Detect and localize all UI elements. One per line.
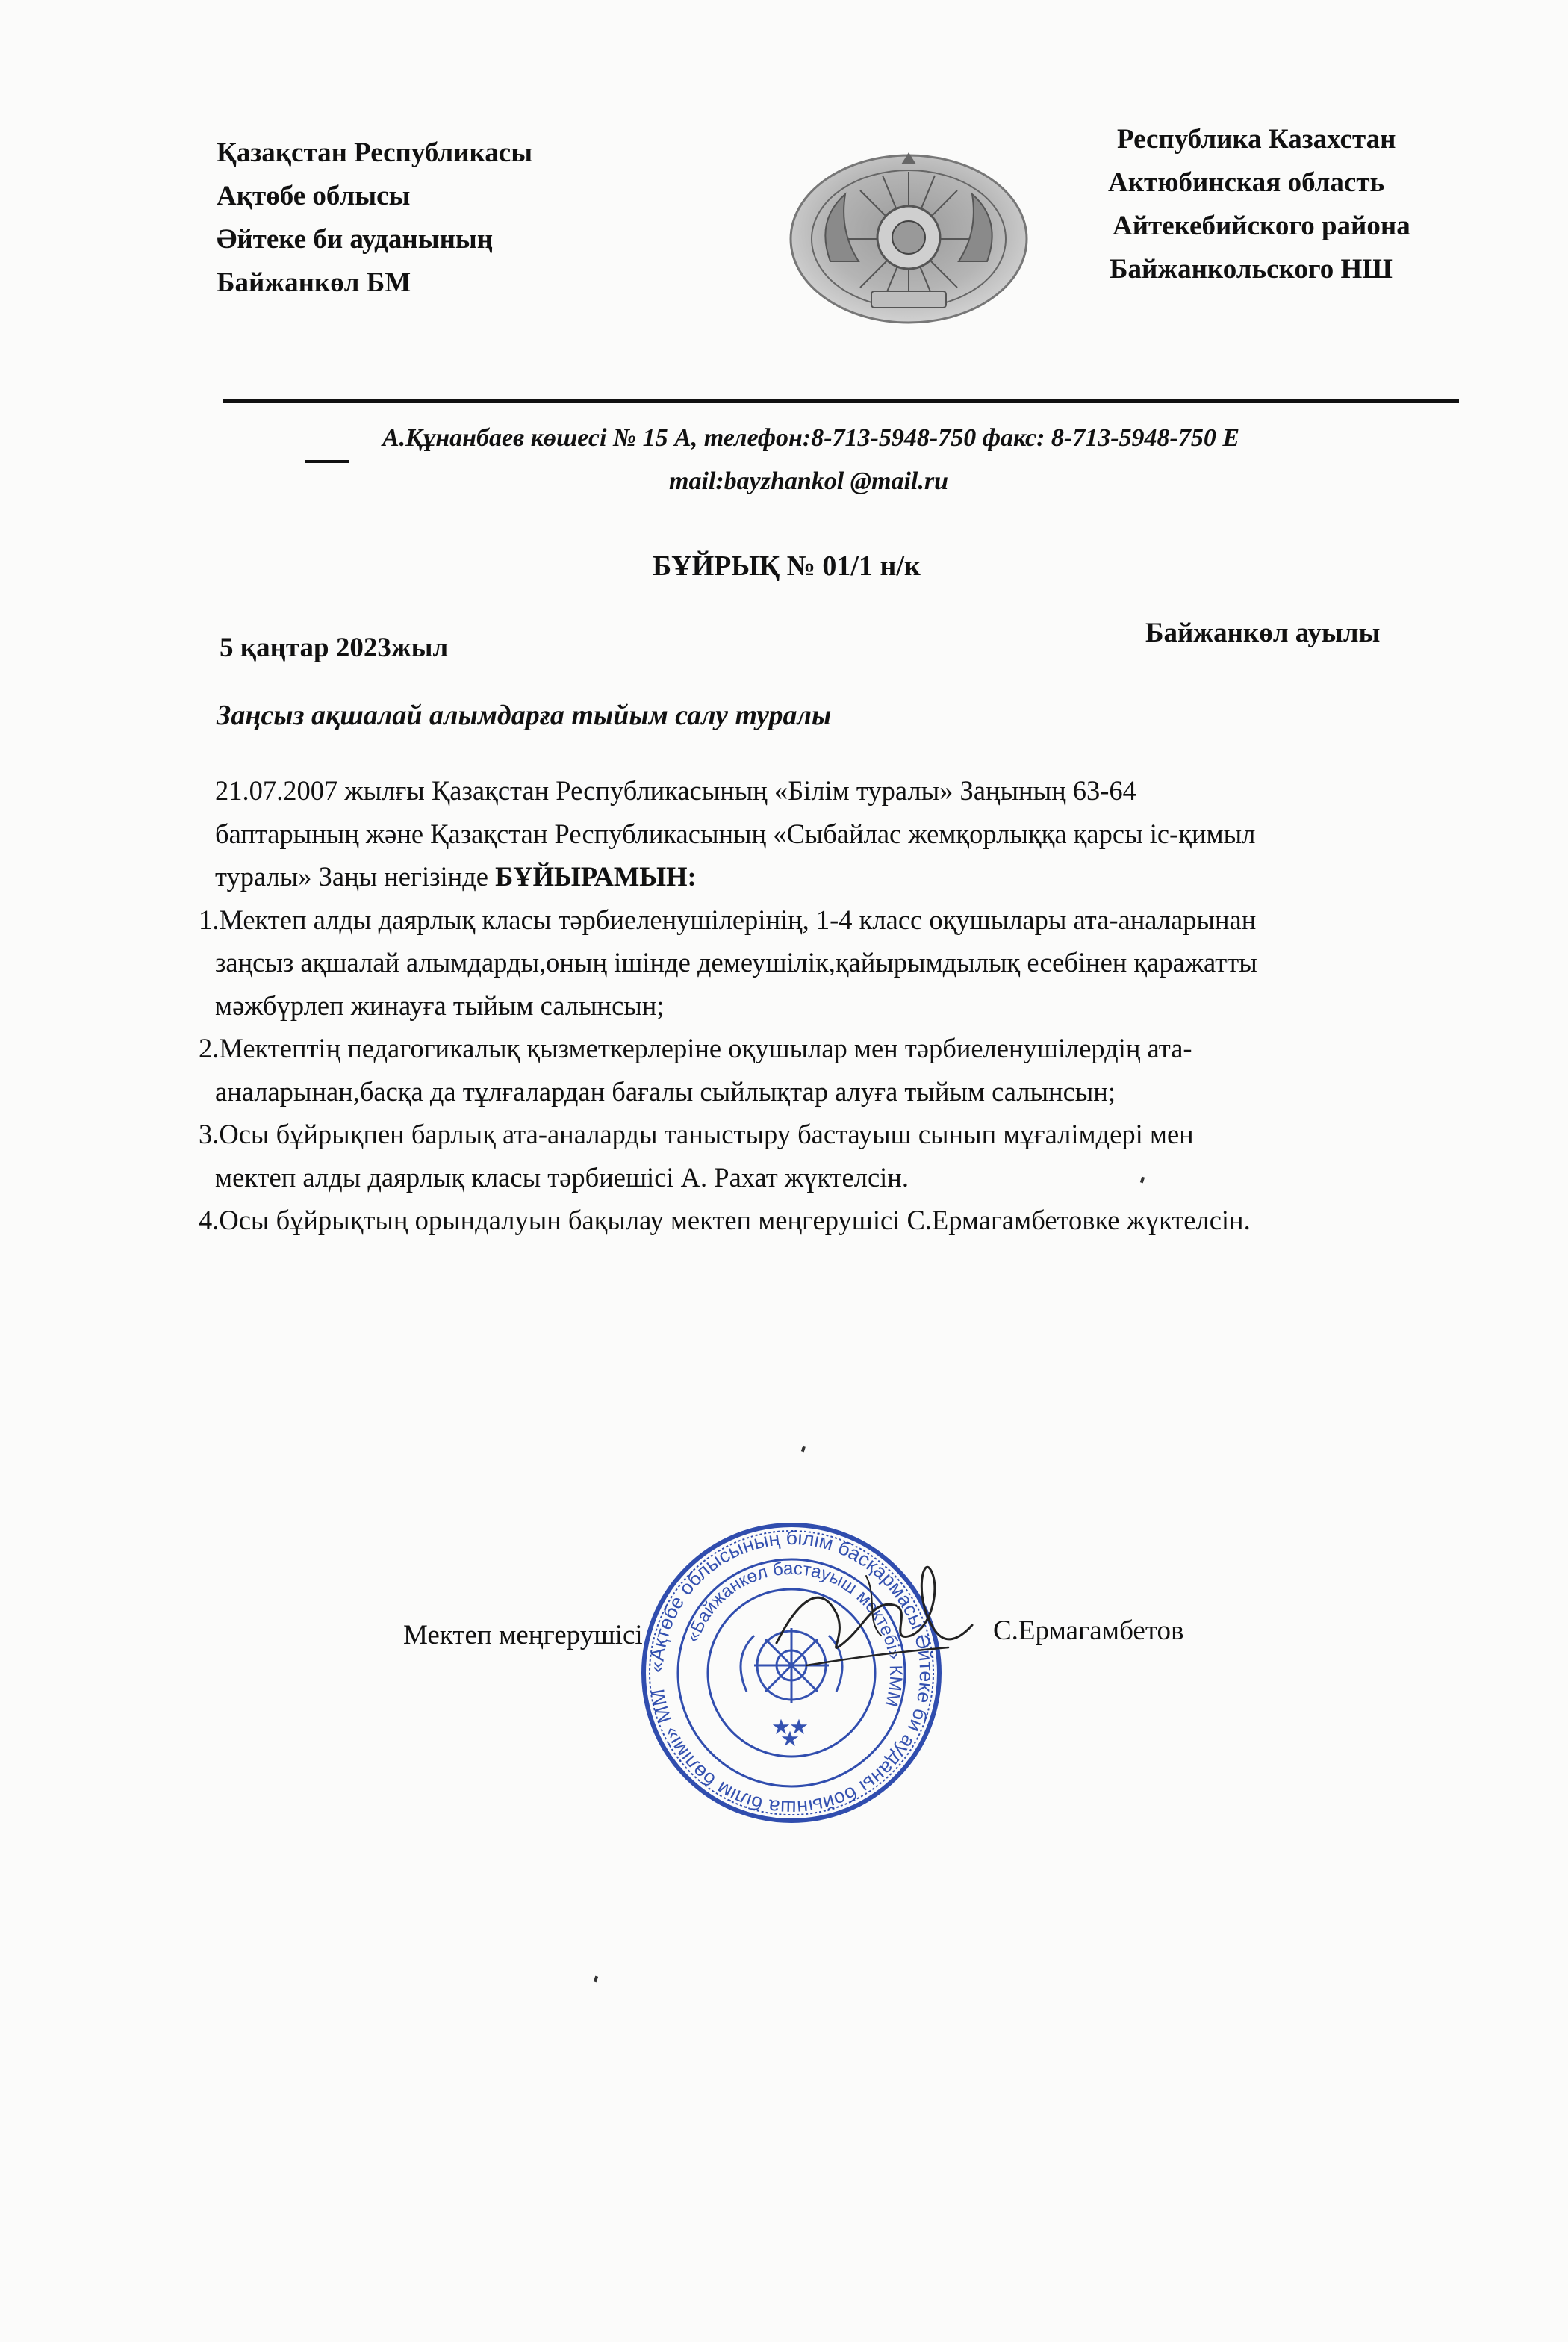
order-body [199,769,1484,1242]
speck [801,1446,806,1453]
order-title: БҰЙРЫҚ № 01/1 н/к [653,550,921,582]
body-line: 3.Осы бұйрықпен барлық ата-аналарды таныстыру бастауыш сынып мұғалімдері мен [199,1119,1194,1149]
order-date: 5 қаңтар 2023жыл [220,633,449,663]
order-command-word: БҰЙЫРАМЫН: [495,861,697,892]
signature-name: С.Ермагамбетов [993,1615,1184,1646]
header-left-line-2: Ақтөбе облысы [217,181,411,211]
stamp-outer-text: «Ақтөбе облысының білім басқармасы Әйтеке би ауданы бойынша білім бөлімі» ММ [644,1526,939,1820]
body-line: мәжбүрлеп жинауға тыйым салынсын; [215,990,665,1021]
body-line: 2.Мектептің педагогикалық қызметкерлеріне оқушылар мен тәрбиеленушілердің ата- [199,1033,1192,1063]
body-line: мектеп алды даярлық класы тәрбиешісі А. Рахат жүктелсін. [215,1161,909,1193]
header-right-line-1: Республика Казахстан [1117,124,1396,155]
body-line: 21.07.2007 жылғы Қазақстан Республикасының «Білім туралы» Заңының 63-64 [215,775,1136,806]
body-text-segment: туралы» Заңы негізінде [215,861,496,892]
body-line: заңсыз ақшалай алымдарды,оның ішінде демеушілік,қайырымдылық есебінен қаражатты [215,947,1257,978]
header-left-line-4: Байжанкөл БМ [217,267,411,298]
header-right-russian [1108,118,1410,291]
address-dash [305,460,349,463]
speck [594,1976,598,1983]
header-right-line-2: Актюбинская область [1108,167,1385,198]
header-left-line-1: Қазақстан Республикасы [217,137,533,168]
header-left-kazakh [217,131,532,305]
header-left-line-3: Әйтеке би ауданының [217,224,494,255]
header-right-line-3: Айтекебийского района [1113,211,1410,241]
stamp-inner-text: «Байжанкөл бастауыш мектебі» КММ [682,1558,906,1709]
order-place: Байжанкөл ауылы [1145,618,1381,648]
signature-role: Мектеп меңгерушісі [403,1620,643,1650]
body-line: 1.Мектеп алды даярлық класы тәрбиеленушілерінің, 1-4 класс оқушылары ата-аналарынан [199,904,1257,935]
body-line [215,855,1484,898]
address-line-2: mail:bayzhankol @mail.ru [669,468,949,495]
address-line-1: А.Құнанбаев көшесі № 15 А, телефон:8-713-5948-750 факс: 8-713-5948-750 Е [382,424,1240,452]
stamp-stars [773,1719,807,1746]
body-line: 4.Осы бұйрықтың орындалуын бақылау мектеп меңгерушісі С.Ермагамбетовке жүктелсін. [199,1205,1251,1235]
kazakhstan-state-emblem-icon [785,149,1032,329]
order-subject: Заңсыз ақшалай алымдарға тыйым салу туралы [217,700,832,731]
handwritten-signature [754,1553,978,1688]
header-right-line-4: Байжанкольского НШ [1110,254,1393,285]
header-divider [223,399,1459,403]
body-line: баптарының және Қазақстан Республикасының «Сыбайлас жемқорлыққа қарсы іс-қимыл [215,818,1256,849]
body-line: аналарынан,басқа да тұлғалардан бағалы сыйлықтар алуға тыйым салынсын; [215,1075,1116,1107]
